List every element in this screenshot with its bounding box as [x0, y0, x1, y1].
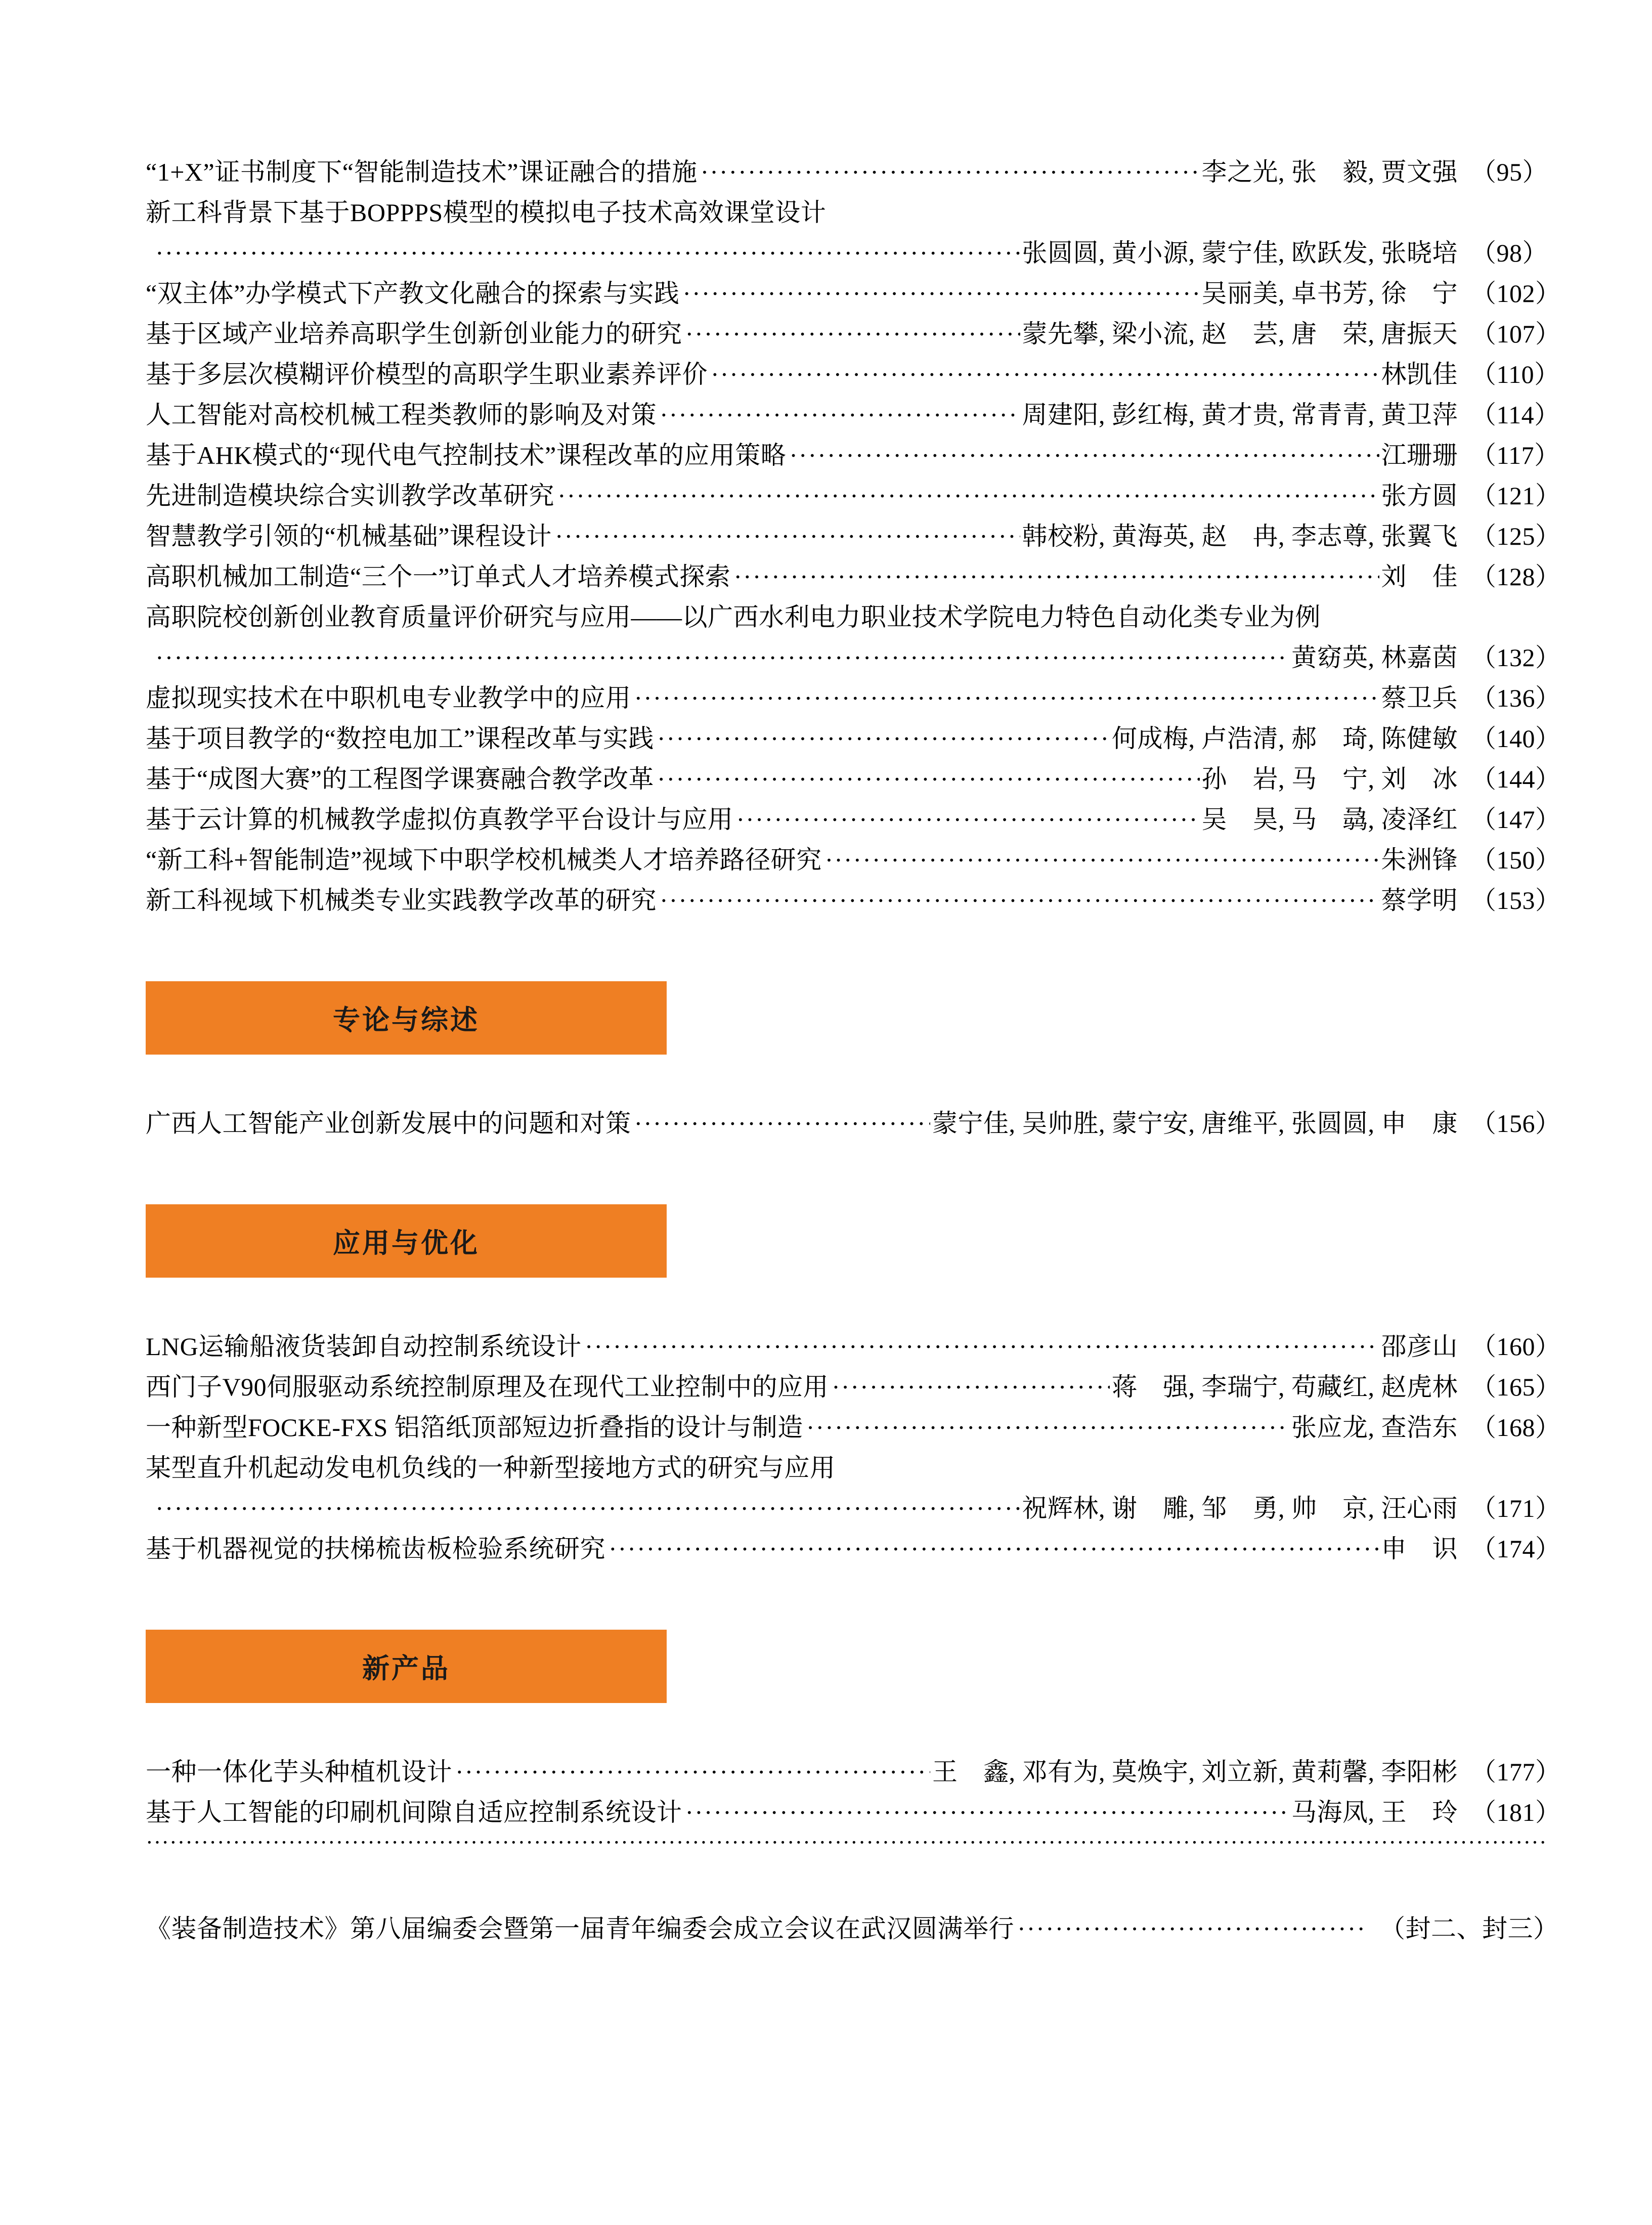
toc-entry-page: （174） [1471, 1535, 1561, 1563]
toc-leader-dots [829, 1367, 1110, 1407]
toc-entry-authors: 黄窈英, 林嘉茵 [1291, 643, 1458, 672]
toc-entry-authors: 张圆圆, 黄小源, 蒙宁佳, 欧跃发, 张晓培 [1022, 239, 1458, 267]
section-heading-band [146, 1630, 667, 1703]
toc-entry[interactable] [146, 1326, 1561, 1367]
toc-entry-title: 新工科视域下机械类专业实践教学改革的研究 [146, 886, 657, 914]
toc-leader-dots [657, 880, 1379, 921]
toc-entry-page: （140） [1471, 724, 1561, 753]
toc-entry-row [146, 718, 1561, 759]
toc-leader-dots [631, 1103, 931, 1144]
footer-divider [146, 1833, 1547, 1853]
toc-entry-page: （125） [1471, 522, 1561, 550]
toc-entry[interactable] [146, 152, 1547, 192]
toc-entry[interactable] [146, 192, 1547, 273]
toc-leader-dots [582, 1326, 1379, 1367]
toc-entry-title: 广西人工智能产业创新发展中的问题和对策 [146, 1109, 631, 1138]
toc-entry-authors: 马海凤, 王 玲 [1291, 1798, 1458, 1826]
toc-entry-page: （128） [1471, 562, 1561, 591]
toc-entry-row [146, 880, 1561, 921]
toc-entry-page: （165） [1471, 1373, 1561, 1401]
toc-entry[interactable] [146, 273, 1561, 314]
toc-entry-title: “双主体”办学模式下产教文化融合的探索与实践 [146, 279, 680, 308]
toc-entry-page: （95） [1471, 158, 1548, 186]
toc-entry-indent [146, 233, 152, 273]
toc-leader-dots [679, 273, 1199, 314]
toc-entry[interactable] [146, 475, 1561, 516]
toc-entry-title: 基于多层次模糊评价模型的高职学生职业素养评价 [146, 360, 708, 388]
toc-entry-authors: 蔡学明 [1381, 886, 1458, 914]
toc-entry-title: 人工智能对高校机械工程类教师的影响及对策 [146, 401, 657, 429]
toc-entry-authors: 张方圆 [1381, 482, 1458, 510]
toc-entry-page: （168） [1471, 1413, 1561, 1442]
toc-leader-dots [654, 718, 1110, 759]
toc-leader-dots [152, 233, 1020, 273]
toc-entry-page: （107） [1471, 320, 1561, 348]
toc-entry-title: 高职院校创新创业教育质量评价研究与应用——以广西水利电力职业技术学院电力特色自动化类专业为例 [146, 603, 1321, 631]
toc-leader-dots [152, 1488, 1020, 1529]
toc-entry[interactable] [146, 516, 1561, 556]
toc-entry-authors: 王 鑫, 邓有为, 莫焕宇, 刘立新, 黄莉馨, 李阳彬 [932, 1758, 1458, 1786]
toc-entry-row [146, 1792, 1561, 1833]
toc-entry-page: （114） [1471, 401, 1560, 429]
toc-entry-authors: 蔡卫兵 [1381, 684, 1458, 712]
toc-entry-title: 基于“成图大赛”的工程图学课赛融合教学改革 [146, 765, 654, 793]
toc-entry-authors: 张应龙, 查浩东 [1291, 1413, 1458, 1442]
toc-entry-title: 基于云计算的机械教学虚拟仿真教学平台设计与应用 [146, 805, 733, 834]
toc-sections-container [146, 152, 1561, 1833]
toc-entry[interactable] [146, 1792, 1561, 1833]
toc-entry[interactable] [146, 840, 1561, 880]
section-spacer-top [146, 1569, 1547, 1630]
section-spacer-bottom [146, 1703, 1547, 1752]
toc-entry-row [146, 395, 1560, 435]
toc-entry[interactable] [146, 1103, 1561, 1144]
toc-entry-page: （121） [1471, 482, 1561, 510]
toc-entry[interactable] [146, 556, 1561, 597]
toc-entry-title: 基于区域产业培养高职学生创新创业能力的研究 [146, 320, 682, 348]
toc-entry[interactable] [146, 435, 1560, 475]
toc-entry-row [146, 1488, 1561, 1529]
toc-entry[interactable] [146, 1752, 1561, 1792]
toc-entry-authors: 蒙宁佳, 吴帅胜, 蒙宁安, 唐维平, 张圆圆, 申 康 [932, 1109, 1458, 1138]
section-heading-label: 专论与综述 [333, 1005, 480, 1035]
toc-section-section-zhuanlun [146, 921, 1561, 1144]
toc-entry-authors: 周建阳, 彭红梅, 黄才贵, 常青青, 黄卫萍 [1022, 401, 1458, 429]
section-heading-band [146, 1204, 667, 1278]
toc-entry-row [146, 1367, 1561, 1407]
toc-entry-row [146, 516, 1561, 556]
toc-entry-page: （102） [1471, 279, 1561, 308]
toc-entry-title: 新工科背景下基于BOPPPS模型的模拟电子技术高效课堂设计 [146, 198, 827, 227]
toc-entry-page: （98） [1471, 239, 1548, 267]
toc-leader-dots [631, 678, 1379, 718]
toc-entry-title: 一种一体化芋头种植机设计 [146, 1758, 452, 1786]
toc-entry[interactable] [146, 1448, 1561, 1529]
toc-entry-page: （181） [1471, 1798, 1561, 1826]
toc-entry-page: （153） [1471, 886, 1561, 914]
toc-leader-dots [654, 759, 1200, 799]
toc-entry-title: 某型直升机起动发电机负线的一种新型接地方式的研究与应用 [146, 1454, 836, 1482]
toc-entry-row [146, 354, 1560, 395]
toc-leader-dots [786, 435, 1379, 475]
toc-entry-row [146, 435, 1560, 475]
toc-entry-authors: 朱洲锋 [1381, 846, 1458, 874]
toc-entry-row [146, 840, 1561, 880]
section-spacer-top [146, 1144, 1547, 1204]
toc-entry-page: （132） [1471, 643, 1561, 672]
toc-entry-page: （156） [1471, 1109, 1561, 1138]
toc-entry-row [146, 1326, 1561, 1367]
toc-entry-page: （144） [1471, 765, 1561, 793]
toc-entry-row [146, 233, 1547, 273]
toc-entry-page: （160） [1471, 1332, 1561, 1361]
toc-leader-dots [682, 1792, 1290, 1833]
toc-entry-title: LNG运输船液货装卸自动控制系统设计 [146, 1332, 582, 1361]
toc-entry-title: 基于项目教学的“数控电加工”课程改革与实践 [146, 724, 654, 753]
toc-entry[interactable] [146, 1407, 1561, 1448]
toc-leader-dots [152, 637, 1289, 678]
toc-entry-title: 一种新型FOCKE-FXS 铝箔纸顶部短边折叠指的设计与制造 [146, 1413, 803, 1442]
toc-entry-row [146, 1752, 1561, 1792]
toc-entry-indent [146, 637, 152, 678]
toc-leader-dots [698, 152, 1200, 192]
toc-section-section-xinchanpin [146, 1569, 1561, 1833]
toc-entry-page: （147） [1471, 805, 1561, 834]
toc-entry-indent [146, 1488, 152, 1529]
toc-leader-dots [733, 799, 1200, 840]
toc-entry-page: （150） [1471, 846, 1561, 874]
toc-entry-title: 虚拟现实技术在中职机电专业教学中的应用 [146, 684, 631, 712]
toc-entry-title: 基于机器视觉的扶梯梳齿板检验系统研究 [146, 1535, 605, 1563]
toc-entry-row [146, 637, 1561, 678]
toc-entry-authors: 孙 岩, 马 宁, 刘 冰 [1201, 765, 1458, 793]
toc-entry[interactable] [146, 759, 1561, 799]
toc-entry-authors: 何成梅, 卢浩清, 郝 琦, 陈健敏 [1112, 724, 1458, 753]
toc-leader-dots [554, 475, 1379, 516]
section-heading-band [146, 981, 667, 1055]
section-spacer-top [146, 921, 1547, 981]
toc-leader-dots [682, 314, 1020, 354]
toc-entry-authors: 吴丽美, 卓书芳, 徐 宁 [1201, 279, 1458, 308]
toc-entry-authors: 邵彦山 [1381, 1332, 1458, 1361]
toc-entry[interactable] [146, 1367, 1561, 1407]
toc-entry-title: 高职机械加工制造“三个一”订单式人才培养模式探索 [146, 562, 731, 591]
toc-entry-row [146, 314, 1561, 354]
toc-entry-row [146, 273, 1561, 314]
toc-section-section-yingyong [146, 1144, 1561, 1569]
toc-entry[interactable] [146, 1529, 1561, 1569]
toc-entry-authors: 刘 佳 [1381, 562, 1458, 591]
section-spacer-bottom [146, 1278, 1547, 1326]
footer-entry[interactable] [146, 1908, 1559, 1949]
toc-entry[interactable] [146, 314, 1561, 354]
toc-entry[interactable] [146, 597, 1561, 678]
toc-entry-page: （171） [1471, 1494, 1561, 1522]
toc-entry-page: （117） [1471, 441, 1560, 469]
toc-entry-authors: 韩校粉, 黄海英, 赵 冉, 李志尊, 张翼飞 [1022, 522, 1458, 550]
toc-entry-row [146, 556, 1561, 597]
toc-entry-row [146, 1407, 1561, 1448]
toc-entry[interactable] [146, 799, 1561, 840]
toc-entry-authors: 林凯佳 [1381, 360, 1458, 388]
toc-entry-title: 基于AHK模式的“现代电气控制技术”课程改革的应用策略 [146, 441, 787, 469]
toc-content [146, 152, 1561, 1949]
toc-entry-authors: 申 识 [1381, 1535, 1458, 1563]
toc-entry-authors: 蒋 强, 李瑞宁, 苟藏红, 赵虎林 [1112, 1373, 1458, 1401]
toc-entry[interactable] [146, 880, 1561, 921]
toc-entry-authors: 蒙先攀, 梁小流, 赵 芸, 唐 荣, 唐振天 [1022, 320, 1458, 348]
toc-entry-authors: 江珊珊 [1381, 441, 1458, 469]
toc-leader-dots [822, 840, 1379, 880]
section-heading-label: 新产品 [362, 1653, 450, 1684]
toc-entry-title: 智慧教学引领的“机械基础”课程设计 [146, 522, 552, 550]
toc-leader-dots [605, 1529, 1379, 1569]
toc-entry-row [146, 799, 1561, 840]
toc-entry-title: 西门子V90伺服驱动系统控制原理及在现代工业控制中的应用 [146, 1373, 829, 1401]
section-heading-label: 应用与优化 [333, 1228, 480, 1258]
footer-entry-page: （封二、封三） [1380, 1914, 1559, 1943]
toc-entry-page: （110） [1471, 360, 1560, 388]
toc-entry-authors: 吴 昊, 马 骉, 凌泽红 [1201, 805, 1458, 834]
toc-entry-row [146, 1529, 1561, 1569]
toc-entry[interactable] [146, 718, 1561, 759]
toc-entry-page: （136） [1471, 684, 1561, 712]
toc-entry-title: “新工科+智能制造”视域下中职学校机械类人才培养路径研究 [146, 846, 822, 874]
toc-entry-title: 基于人工智能的印刷机间隙自适应控制系统设计 [146, 1798, 682, 1826]
toc-entry-row [146, 152, 1547, 192]
toc-entry-row [146, 475, 1561, 516]
section-spacer-bottom [146, 1055, 1547, 1103]
footer-entry-row [146, 1908, 1559, 1949]
toc-entry-authors: 李之光, 张 毅, 贾文强 [1201, 158, 1458, 186]
toc-entry-row [146, 678, 1561, 718]
footer-entry-title: 《装备制造技术》第八届编委会暨第一届青年编委会成立会议在武汉圆满举行 [146, 1914, 1014, 1943]
toc-section-section-continued [146, 152, 1561, 921]
toc-leader-dots [552, 516, 1020, 556]
toc-entry-page: （177） [1471, 1758, 1561, 1786]
toc-entry-row [146, 759, 1561, 799]
toc-leader-dots [657, 395, 1020, 435]
toc-entry-title: “1+X”证书制度下“智能制造技术”课证融合的措施 [146, 158, 698, 186]
toc-leader-dots [708, 354, 1379, 395]
toc-entry-row [146, 1103, 1561, 1144]
toc-leader-dots [803, 1407, 1289, 1448]
toc-leader-dots [452, 1752, 930, 1792]
toc-entry-authors: 祝辉林, 谢 雕, 邹 勇, 帅 京, 汪心雨 [1022, 1494, 1458, 1522]
footer-leader-dots [1014, 1908, 1367, 1949]
toc-leader-dots [730, 556, 1379, 597]
toc-entry[interactable] [146, 678, 1561, 718]
toc-entry-title: 先进制造模块综合实训教学改革研究 [146, 482, 554, 510]
toc-entry[interactable] [146, 354, 1560, 395]
toc-entry[interactable] [146, 395, 1560, 435]
